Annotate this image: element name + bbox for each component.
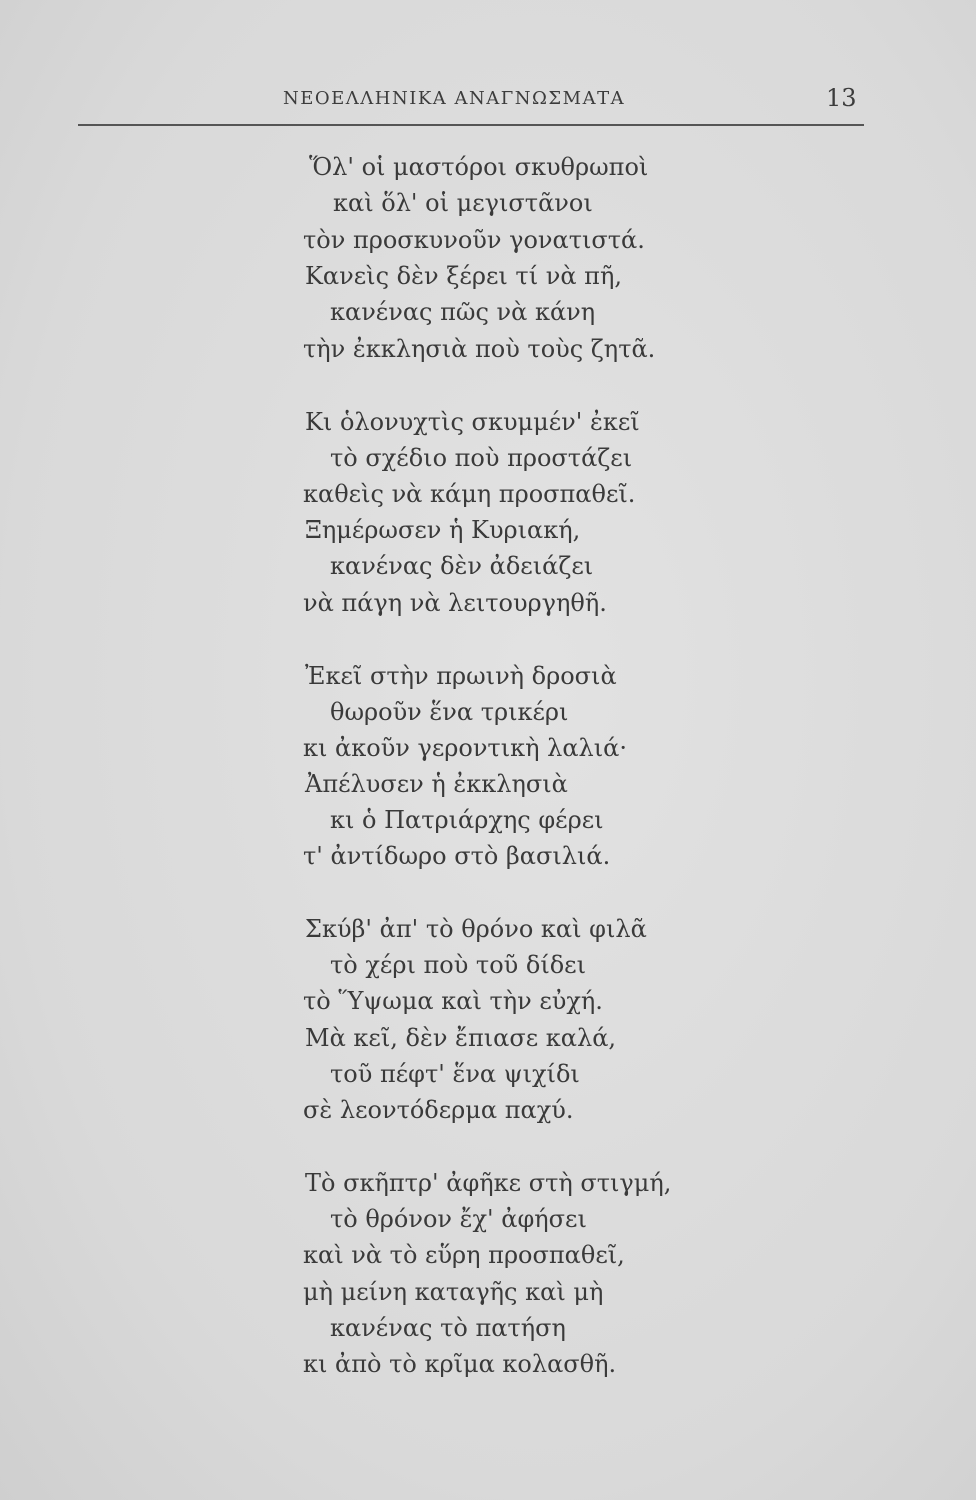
- poem-line: Ξημέρωσεν ἡ Κυριακή,: [305, 516, 581, 544]
- poem-line: καὶ νὰ τὸ εὕρη προσπαθεῖ,: [303, 1241, 625, 1269]
- poem-line: μὴ μείνη καταγῆς καὶ μὴ: [303, 1278, 604, 1306]
- poem-line: Τὸ σκῆπτρ' ἀφῆκε στὴ στιγμή,: [305, 1169, 672, 1197]
- poem-line: κι ἀκοῦν γεροντικὴ λαλιά·: [303, 734, 627, 762]
- poem-line: κανένας πῶς νὰ κάνη: [330, 298, 596, 326]
- poem-line: κι ἀπὸ τὸ κρῖμα κολασθῆ.: [303, 1350, 617, 1378]
- poem-line: κανένας δὲν ἀδειάζει: [330, 552, 594, 580]
- poem-line: τ' ἀντίδωρο στὸ βασιλιά.: [303, 842, 611, 870]
- poem-line: τὸ θρόνον ἔχ' ἀφήσει: [330, 1205, 587, 1233]
- poem-line: θωροῦν ἕνα τρικέρι: [330, 698, 569, 726]
- poem-line: Μὰ κεῖ, δὲν ἔπιασε καλά,: [305, 1024, 617, 1052]
- poem-line: καὶ ὅλ' οἱ μεγιστᾶνοι: [333, 189, 593, 217]
- poem-line: κι ὁ Πατριάρχης φέρει: [330, 806, 604, 834]
- poem-line: Ἐκεῖ στὴν πρωινὴ δροσιὰ: [305, 662, 617, 690]
- poem-line: Κανεὶς δὲν ξέρει τί νὰ πῆ,: [305, 262, 622, 290]
- poem-line: καθεὶς νὰ κάμη προσπαθεῖ.: [303, 480, 636, 508]
- poem-line: Ἀπέλυσεν ἡ ἐκκλησιὰ: [305, 770, 568, 798]
- poem-line: κανένας τὸ πατήση: [330, 1314, 566, 1342]
- poem-line: τὸ σχέδιο ποὺ προστάζει: [330, 444, 633, 472]
- poem-line: Ὅλ' οἱ μαστόροι σκυθρωποὶ: [309, 153, 649, 181]
- poem-line: νὰ πάγη νὰ λειτουργηθῆ.: [303, 589, 607, 617]
- poem-line: τοῦ πέφτ' ἕνα ψιχίδι: [330, 1060, 580, 1088]
- poem-line: σὲ λεοντόδερμα παχύ.: [303, 1096, 574, 1124]
- poem-line: Σκύβ' ἀπ' τὸ θρόνο καὶ φιλᾶ: [305, 915, 647, 943]
- poem-line: τὸν προσκυνοῦν γονατιστά.: [303, 226, 645, 254]
- running-title: ΝΕΟΕΛΛΗΝΙΚΑ ΑΝΑΓΝΩΣΜΑΤΑ: [283, 88, 626, 109]
- poem-line: τὸ Ὕψωμα καὶ τὴν εὐχή.: [303, 987, 603, 1015]
- page-number: 13: [826, 84, 857, 112]
- poem-line: τὴν ἐκκλησιὰ ποὺ τοὺς ζητᾶ.: [303, 335, 656, 363]
- poem-line: Κι ὁλονυχτὶς σκυμμέν' ἐκεῖ: [305, 408, 640, 436]
- poem-line: τὸ χέρι ποὺ τοῦ δίδει: [330, 951, 587, 979]
